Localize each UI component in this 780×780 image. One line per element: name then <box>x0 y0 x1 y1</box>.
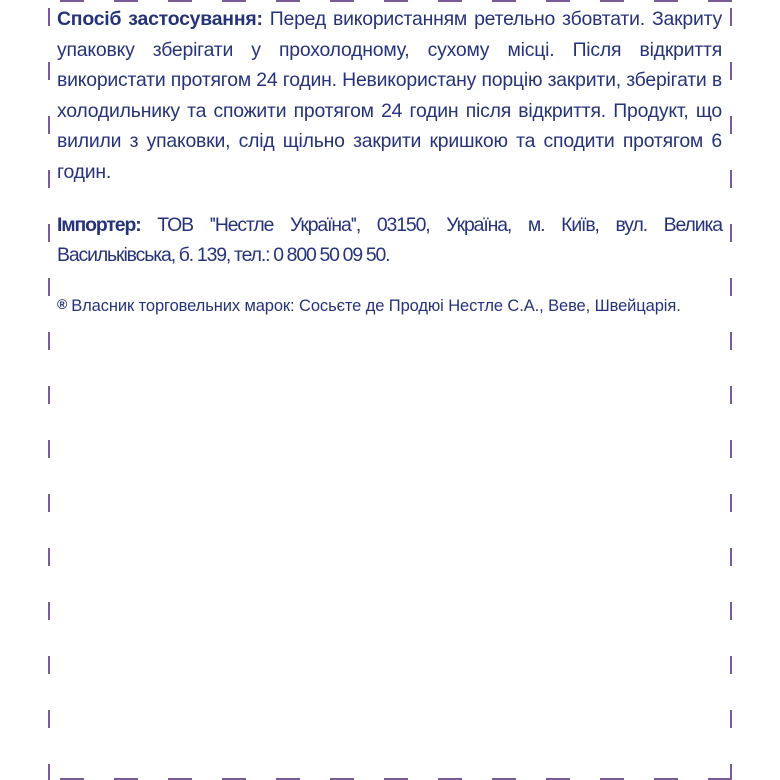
importer-heading: Імпортер: <box>57 213 141 236</box>
registered-trademark-icon: ® <box>57 295 68 312</box>
usage-paragraph <box>57 4 722 188</box>
trademark-text: Власник торговельних марок: Сосьєте де Продюі Нестле С.А., Веве, Швейцарія. <box>71 296 681 315</box>
label-text-block <box>57 4 722 317</box>
trademark-paragraph <box>57 295 722 317</box>
usage-text: Перед використанням ретельно збовтати. Закриту упаковку зберігати у прохолодному, сухому місці. Після відкриття використати протягом 24 годин. Невикористану порцію закрити, зберігати в холодильнику та спожити протягом 24 годин після відкриття. Продукт, що вилили з упаковки, слід щільно закрити кришкою та сподити протягом 6 годин. <box>57 8 722 183</box>
importer-paragraph <box>57 210 722 270</box>
importer-text: ТОВ ''Нестле Україна'', 03150, Україна, м. Київ, вул. Велика Васильківська, б. 139, тел.: 0 800 50 09 50. <box>57 213 722 266</box>
usage-heading: Спосіб застосування: <box>57 8 263 30</box>
